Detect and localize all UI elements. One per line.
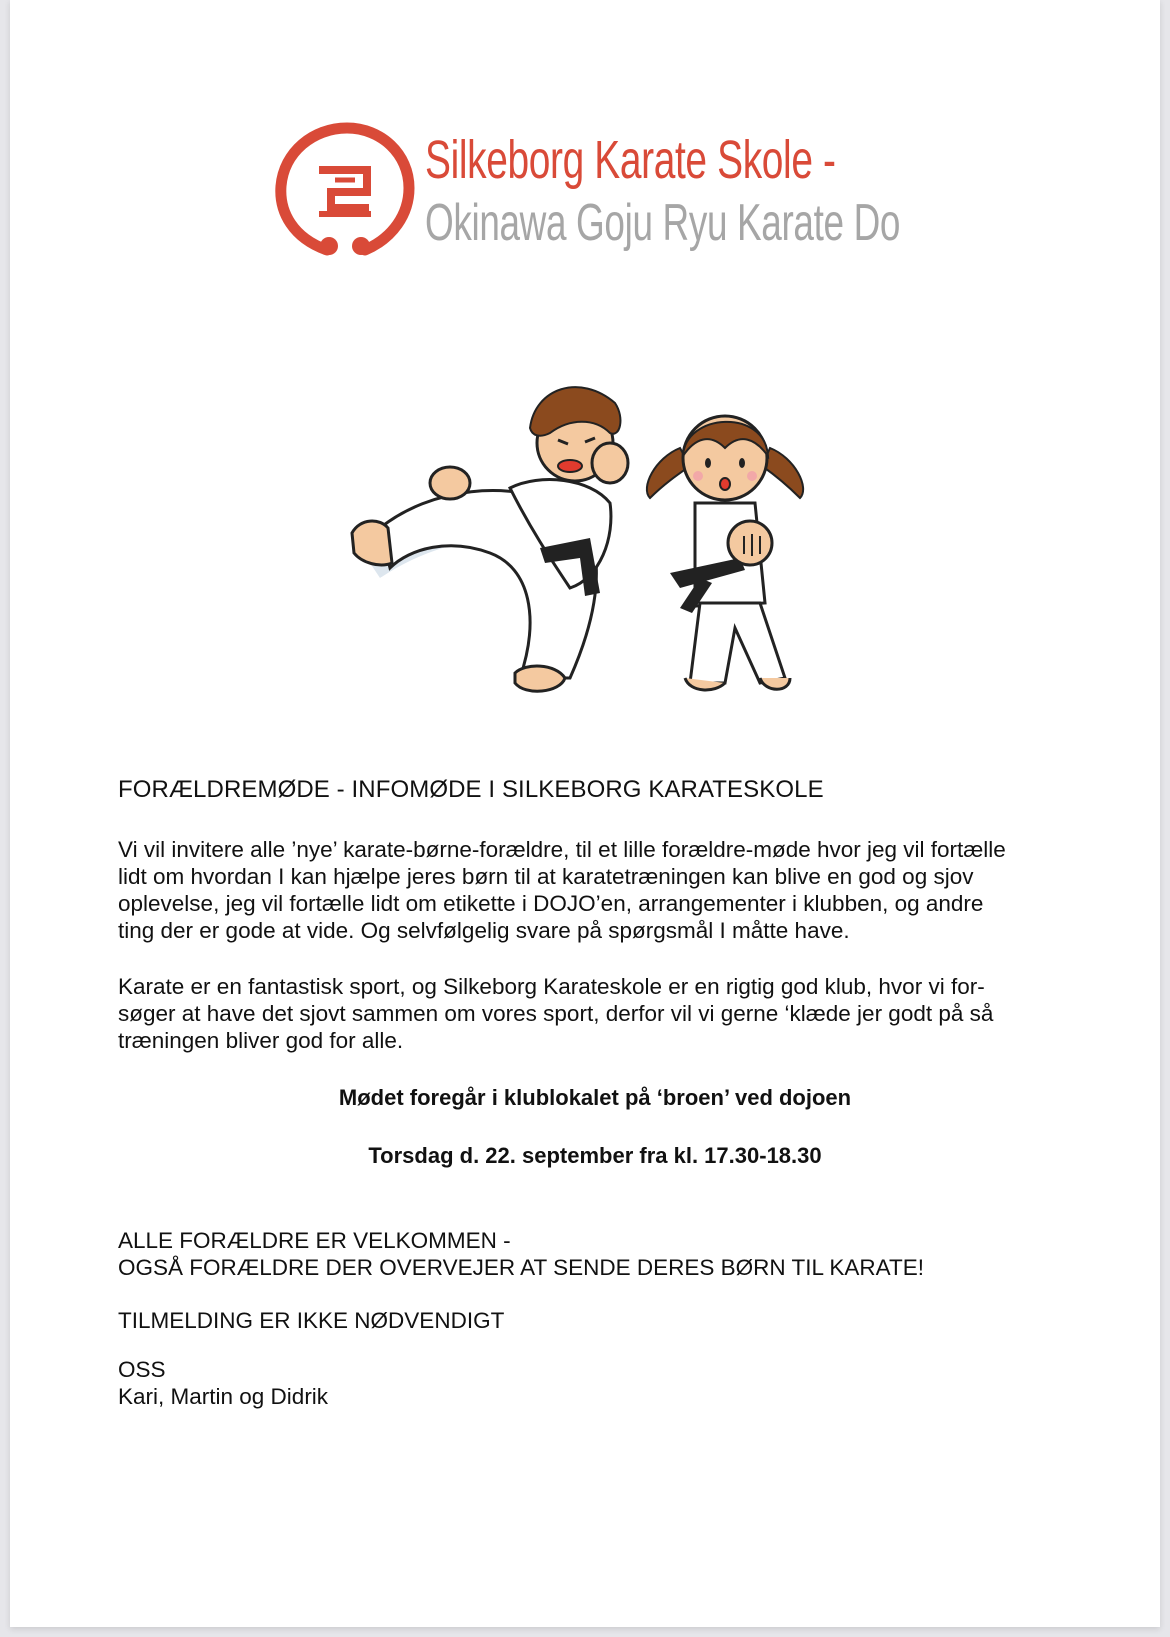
school-logo <box>275 122 915 262</box>
document-page <box>10 0 1160 1627</box>
paragraph-line: søger at have det sjovt sammen om vores sport, derfor vil vi gerne ‘klæde jer godt på så <box>118 1001 994 1026</box>
boy-kicking-figure <box>352 387 628 691</box>
paragraph-line: Karate er en fantastisk sport, og Silkeborg Karateskole er en rigtig god klub, hvor vi for- <box>118 974 985 999</box>
logo-subtitle: Okinawa Goju Ryu Karate Do <box>425 194 901 252</box>
welcome-note <box>118 1227 924 1281</box>
welcome-line: ALLE FORÆLDRE ER VELKOMMEN - <box>118 1228 511 1253</box>
signoff <box>118 1356 328 1410</box>
logo-title: Silkeborg Karate Skole - <box>425 130 836 190</box>
meeting-time: Torsdag d. 22. september fra kl. 17.30-18.30 <box>368 1143 822 1168</box>
paragraph-line: træningen bliver god for alle. <box>118 1028 404 1053</box>
welcome-line: OGSÅ FORÆLDRE DER OVERVEJER AT SENDE DERES BØRN TIL KARATE! <box>118 1255 925 1280</box>
signoff-greeting: OSS <box>118 1357 166 1382</box>
meeting-place: Mødet foregår i klublokalet på ‘broen’ ved dojoen <box>338 1085 852 1110</box>
club-paragraph <box>118 973 993 1054</box>
paragraph-line: Vi vil invitere alle ’nye’ karate-børne-forældre, til et lille forældre-møde hvor jeg vil fortælle <box>118 837 1006 862</box>
karate-school-emblem-icon <box>275 122 415 262</box>
girl-punching-figure <box>647 416 803 690</box>
registration-note: TILMELDING ER IKKE NØDVENDIGT <box>118 1308 505 1333</box>
paragraph-line: oplevelse, jeg vil fortælle lidt om etikette i DOJO’en, arrangementer i klubben, og andre <box>118 891 984 916</box>
paragraph-line: lidt om hvordan I kan hjælpe jeres børn til at karatetræningen kan blive en god og sjov <box>118 864 974 889</box>
signoff-names: Kari, Martin og Didrik <box>118 1384 329 1409</box>
invitation-paragraph <box>118 836 1006 944</box>
page-heading: FORÆLDREMØDE - INFOMØDE I SILKEBORG KARATESKOLE <box>118 776 824 803</box>
paragraph-line: ting der er gode at vide. Og selvfølgelig svare på spørgsmål I måtte have. <box>118 918 850 943</box>
karate-kids-illustration <box>340 378 840 738</box>
